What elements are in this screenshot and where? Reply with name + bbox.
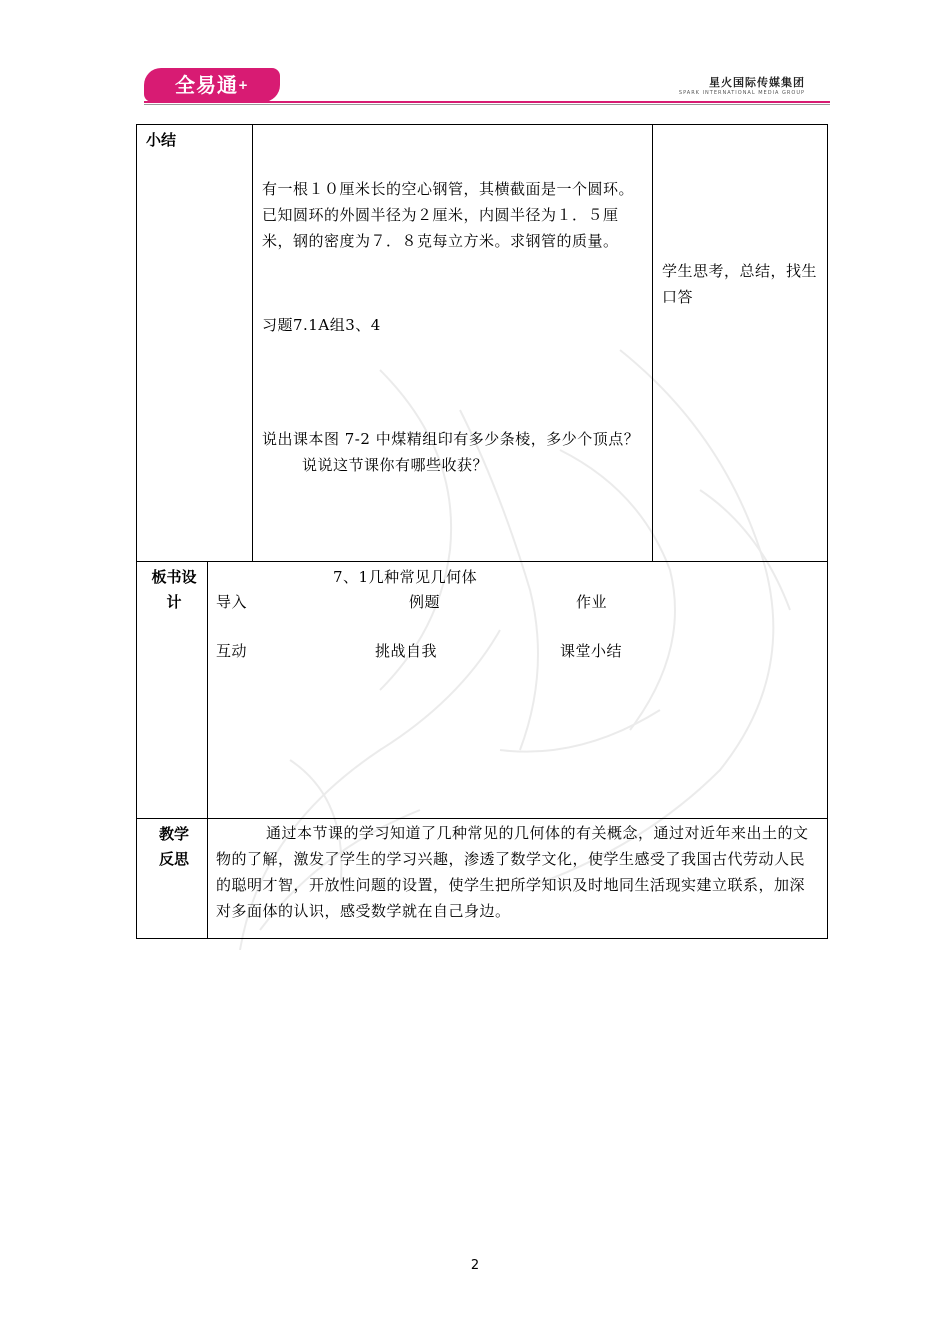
table-border-left: [136, 124, 137, 939]
reflection-text: 通过本节课的学习知道了几种常见的几何体的有关概念，通过对近年来出土的文物的了解，激发了学生的学习兴趣，渗透了数学文化，使学生感受了我国古代劳动人民的聪明才智，开放性问题的设置，使学生把所学知识及时地同生活现实建立联系，加深对多面体的认识，感受数学就在自己身边。: [216, 824, 809, 920]
board-item: 作业: [576, 593, 608, 611]
logo-mark: +: [237, 78, 250, 92]
board-item: 互动: [216, 642, 248, 660]
reflection-label-line2: 反思: [158, 850, 189, 868]
board-title: 7、1几种常见几何体: [333, 568, 478, 586]
page-number: 2: [470, 1258, 480, 1273]
table-border-bottom: [136, 938, 828, 939]
brand-name-cn: 星火国际传媒集团: [709, 76, 805, 89]
logo: [144, 68, 280, 102]
student-activity: 学生思考，总结，找生口答: [662, 262, 818, 306]
table-border-right: [827, 124, 828, 939]
brand-name-en: SPARK INTERNATIONAL MEDIA GROUP: [678, 90, 805, 96]
problem-text-content: 有一根１０厘米长的空心钢管，其横截面是一个圆环。已知圆环的外圆半径为２厘米，内圆半径为１．５厘米，钢的密度为７．８克每立方米。求钢管的质量。: [262, 180, 635, 250]
board-label-line2: 计: [166, 593, 182, 611]
row-divider: [136, 818, 828, 819]
table-border-top: [136, 124, 828, 125]
column-divider: [652, 124, 653, 562]
board-item: 挑战自我: [375, 642, 438, 660]
header-divider-thin: [144, 104, 830, 105]
question-content: 说出课本图 7-2 中煤精组印有多少条棱，多少个顶点？: [262, 430, 640, 448]
board-item: 例题: [409, 593, 441, 611]
header-divider: [144, 101, 830, 103]
board-item: 课堂小结: [560, 642, 623, 660]
problem-text: [262, 176, 644, 254]
row-divider: [136, 561, 828, 562]
brand: [679, 74, 805, 96]
exercise-text: 习题7.1A组3、4: [262, 316, 381, 334]
board-item: 导入: [216, 593, 248, 611]
column-divider: [252, 124, 253, 562]
question-tail: 说说这节课你有哪些收获？: [302, 456, 489, 474]
summary-label: 小结: [146, 131, 177, 149]
question-text: [262, 426, 644, 478]
board-label-line1: 板书设: [151, 568, 197, 586]
column-divider: [207, 561, 208, 939]
logo-text: 全易通: [174, 73, 238, 97]
reflection-label-line1: 教学: [158, 825, 189, 843]
